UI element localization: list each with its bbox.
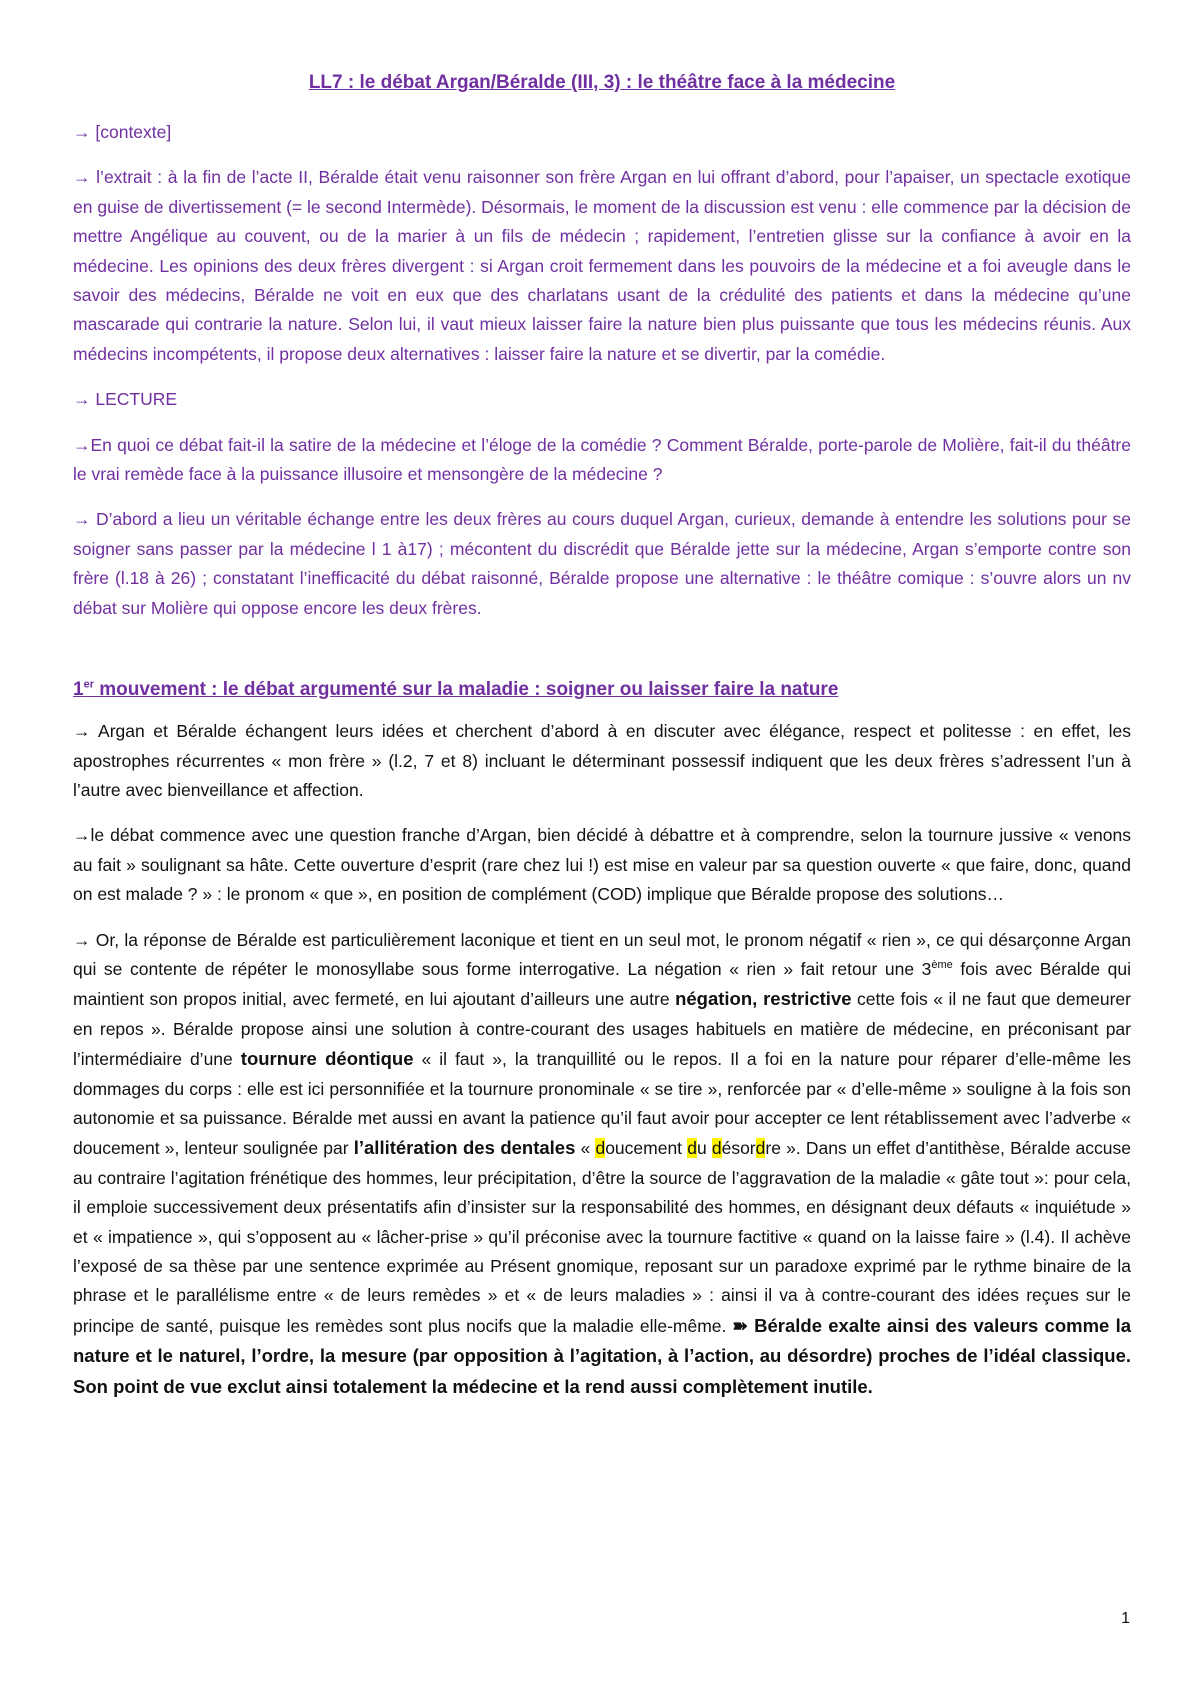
superscript: ème [931, 959, 953, 972]
page-number: 1 [1121, 1610, 1130, 1627]
text-run: re ». Dans un effet d’antithèse, Béralde accuse au contraire l’agitation frénétique des hommes, leur précipitation, d’être la source de l’aggravation de la maladie « gâte tout »: pour cela, il emploie successivement deux présentatifs afin d’insister sur la responsabilité des hommes, en désignant deux défauts « inquiétude » et « impatience », qui s’opposent au « lâcher-prise » qu’il préconise avec la tournure factitive « quand on la laisse faire » (l.4). Il achève l’exposé de sa thèse par une sentence exprimée au Présent gnomique, reposant sur un paradoxe exprimé par le rythme binaire de la phrase et le parallélisme entre « de leurs remèdes » et « de leurs maladies » : ainsi il va à contre-courant des idées reçues sur le principe de santé, puisque les remèdes sont plus nocifs que la maladie elle-même. [73, 1138, 1132, 1336]
highlighted-letter: d [595, 1138, 606, 1159]
highlighted-letter: d [687, 1138, 697, 1159]
highlighted-letter: d [711, 1138, 722, 1159]
conclusion-bold: ➽ Béralde exalte ainsi des valeurs comme la nature et le naturel, l’ordre, la mesure (par opposition à l’agitation, à l’action, au désordre) proches de l’idéal classique. Son point de vue exclut ainsi totalement la médecine et la rend aussi complètement inutile. [73, 1314, 1132, 1397]
lecture-line: → LECTURE [73, 389, 178, 410]
section-number: 1 [73, 679, 84, 701]
text-run: u [696, 1138, 712, 1159]
bold-term: tournure déontique [240, 1048, 414, 1070]
section-heading [73, 677, 1131, 703]
highlighted-letter: d [755, 1138, 766, 1159]
text-run: « [575, 1138, 596, 1159]
text-run: « il faut », la tranquillité ou le repos. Il a foi en la nature pour réparer d’elle-même les dommages du corps : elle est ici personnifiée et la tournure pronominale « se tire », renforcée par « d’elle-même » souligne à la fois son autonomie et sa puissance. Béralde met aussi en avant la patience qu’il faut avoir pour accepter ce lent rétablissement avec l’adverbe « doucement », lenteur soulignée par [73, 1049, 1131, 1159]
bold-term: négation, restrictive [675, 988, 852, 1010]
analysis-paragraph-1: → Argan et Béralde échangent leurs idées et cherchent d’abord à en discuter avec élégance, respect et politesse : en effet, les apostrophes récurrentes « mon frère » (l.2, 7 et 8) incluant le déterminant possessif indiquent que les deux frères s’adressent l’un à l’autre avec bienveillance et affection. [73, 721, 1131, 800]
section-heading-text: mouvement : le débat argumenté sur la maladie : soigner ou laisser faire la nature [93, 679, 839, 701]
text-run: cette fois « il ne faut que demeurer en repos ». Béralde propose ainsi une solution à contre-courant des usages habituels en matière de médecine, en préconisant par l’intermédiaire d’une [73, 989, 1131, 1070]
analysis-paragraph-2: →le débat commence avec une question franche d’Argan, bien décidé à débattre et à comprendre, selon la tournure jussive « venons au fait » soulignant sa hâte. Cette ouverture d’esprit (rare chez lui !) est mise en valeur par sa question ouverte « que faire, donc, quand on est malade ? » : le pronom « que », en position de complément (COD) implique que Béralde propose des solutions… [73, 825, 1131, 905]
plan-paragraph: → D’abord a lieu un véritable échange entre les deux frères au cours duquel Argan, curieux, demande à entendre les solutions pour se soigner sans passer par la médecine l 1 à17) ; mécontent du discrédit que Béralde jette sur la médecine, Argan s’emporte contre son frère (l.18 à 26) ; constatant l’inefficacité du débat raisonné, Béralde propose une alternative : le théâtre comique : s’ouvre alors un nv débat sur Molière qui oppose encore les deux frères. [73, 509, 1131, 618]
page-title: LL7 : le débat Argan/Béralde (III, 3) : le théâtre face à la médecine [308, 72, 896, 93]
extrait-paragraph: → l’extrait : à la fin de l’acte II, Béralde était venu raisonner son frère Argan en lui offrant d’abord, pour l’apaiser, un spectacle exotique en guise de divertissement (= le second Intermède). Désormais, le moment de la discussion est venu : elle commence par la décision de mettre Angélique au couvent, ou de la marier à un fils de médecin ; rapidement, l’entretien glisse sur la confiance à avoir en la médecine. Les opinions des deux frères divergent : si Argan croit fermement dans les pouvoirs de la médecine et a foi aveugle dans le savoir des médecins, Béralde ne voit en eux que des charlatans usant de la crédulité des patients et dans la médecine qu’une mascarade qui contrarie la nature. Selon lui, il vaut mieux laisser faire la nature bien plus puissante que tous les médecins réunis. Aux médecins incompétents, il propose deux alternatives : laisser faire la nature et se divertir, par la comédie. [73, 167, 1131, 364]
text-run: → Or, la réponse de Béralde est particulièrement laconique et tient en un seul mot, le pronom négatif « rien », ce qui désarçonne Argan qui se contente de répéter le monosyllabe sous forme interrogative. La négation « rien » fait retour une 3 [73, 929, 1131, 979]
text-run: ésor [721, 1138, 756, 1159]
analysis-paragraph-3 [73, 926, 1131, 1403]
contexte-line: → [contexte] [73, 122, 172, 142]
bold-term: l’allitération des dentales [353, 1137, 576, 1159]
text-run: oucement [605, 1138, 688, 1159]
document-page [73, 70, 1131, 1418]
text-run: fois avec Béralde qui maintient son propos initial, avec fermeté, en lui ajoutant d’ailleurs une autre [73, 958, 1131, 1010]
problematique-paragraph: →En quoi ce débat fait-il la satire de la médecine et l’éloge de la comédie ? Comment Béralde, porte-parole de Molière, fait-il du théâtre le vrai remède face à la puissance illusoire et mensongère de la médecine ? [73, 434, 1131, 485]
section-number-suffix: er [83, 678, 94, 691]
